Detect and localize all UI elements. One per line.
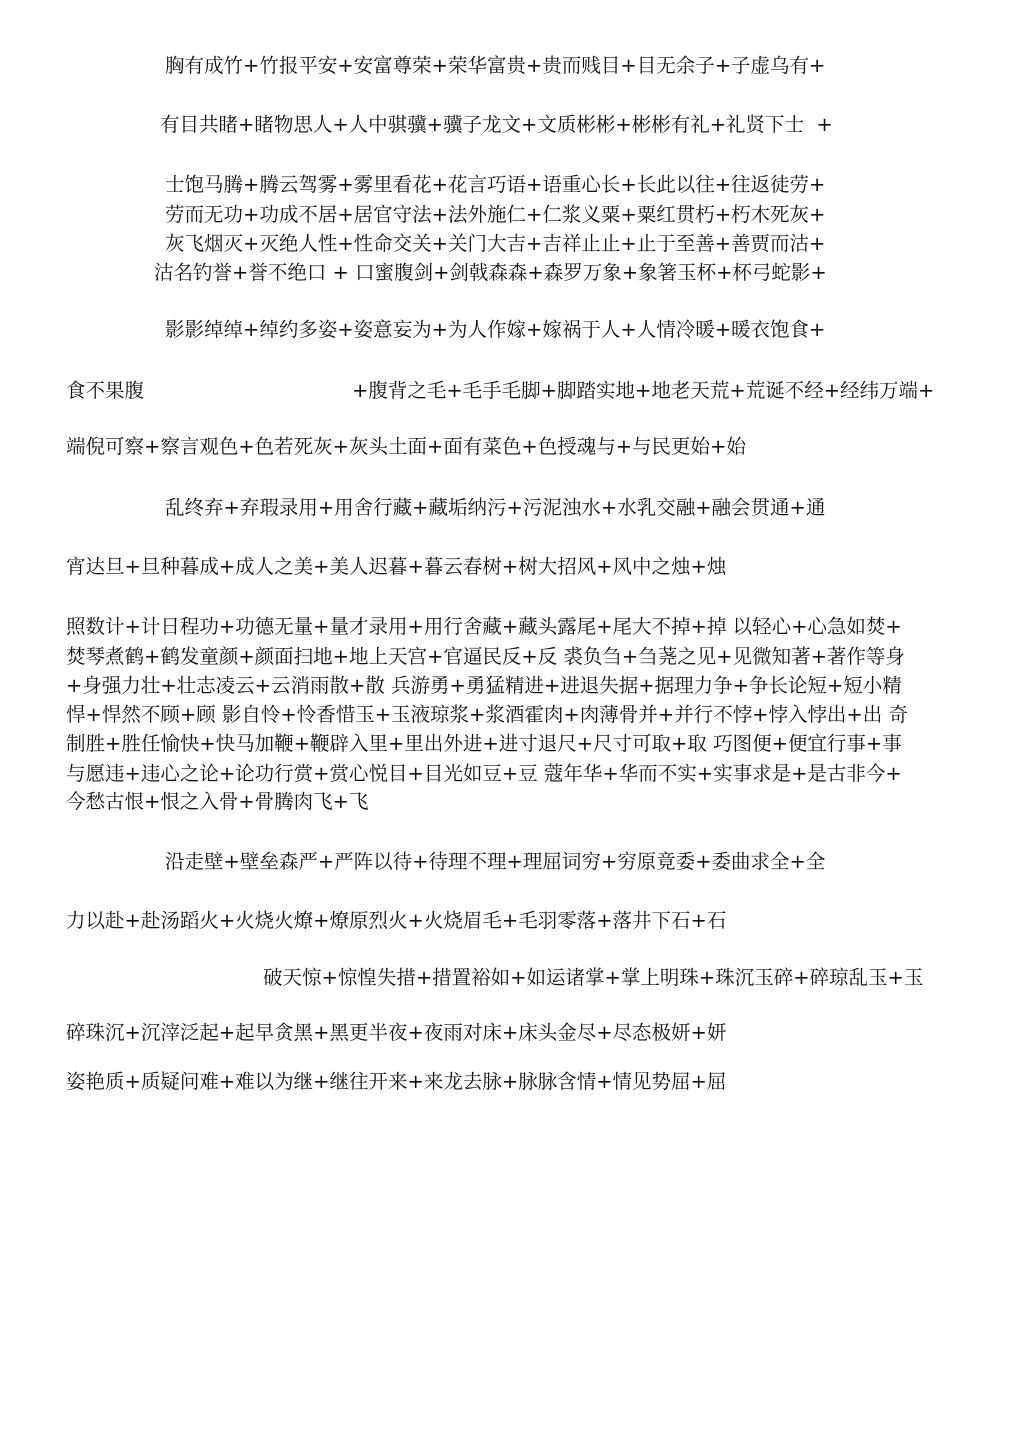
text-line: 有目共睹+睹物思人+人中骐骥+骥子龙文+文质彬彬+彬彬有礼+礼贤下士 + [160,113,833,136]
text-line: 食不果腹 [66,379,145,402]
text-line: 劳而无功+功成不居+居官守法+法外施仁+仁浆义粟+粟红贯朽+朽木死灰+ [165,203,826,226]
text-line: 沽名钓誉+誉不绝口 + 口蜜腹剑+剑戟森森+森罗万象+象箸玉杯+杯弓蛇影+ [154,261,827,284]
text-line: 灰飞烟灭+灭绝人性+性命交关+关门大吉+吉祥止止+止于至善+善贾而沽+ [165,232,826,255]
text-line: 乱终弃+弃瑕录用+用舍行藏+藏垢纳污+污泥浊水+水乳交融+融会贯通+通 [165,496,826,519]
text-line: +腹背之毛+毛手毛脚+脚踏实地+地老天荒+荒诞不经+经纬万端+ [352,379,935,402]
text-line: 悍+悍然不顾+顾 影自怜+怜香惜玉+玉液琼浆+浆酒霍肉+肉薄骨并+并行不悖+悖入悖出+出 奇 [66,703,908,726]
text-line: 力以赴+赴汤蹈火+火烧火燎+燎原烈火+火烧眉毛+毛羽零落+落井下石+石 [66,909,727,932]
text-line: 姿艳质+质疑问难+难以为继+继往开来+来龙去脉+脉脉含情+情见势屈+屈 [66,1070,727,1093]
text-line: 影影绰绰+绰约多姿+姿意妄为+为人作嫁+嫁祸于人+人情冷暖+暖衣饱食+ [165,318,826,341]
text-line: 沿走壁+壁垒森严+严阵以待+待理不理+理屈词穷+穷原竟委+委曲求全+全 [165,850,826,873]
text-line: +身强力壮+壮志凌云+云消雨散+散 兵游勇+勇猛精进+进退失据+据理力争+争长论短+短小精 [66,674,902,697]
text-line: 照数计+计日程功+功德无量+量才录用+用行舍藏+藏头露尾+尾大不掉+掉 以轻心+心急如焚+ [66,615,902,638]
text-line: 碎珠沉+沉滓泛起+起早贪黑+黑更半夜+夜雨对床+床头金尽+尽态极妍+妍 [66,1021,727,1044]
text-line: 端倪可察+察言观色+色若死灰+灰头土面+面有菜色+色授魂与+与民更始+始 [66,435,746,458]
text-line: 与愿违+违心之论+论功行赏+赏心悦目+目光如豆+豆 蔻年华+华而不实+实事求是+是古非今+ [66,762,902,785]
text-line: 胸有成竹+竹报平安+安富尊荣+荣华富贵+贵而贱目+目无余子+子虚乌有+ [165,54,826,77]
text-line: 宵达旦+旦种暮成+成人之美+美人迟暮+暮云春树+树大招风+风中之烛+烛 [66,555,727,578]
text-line: 士饱马腾+腾云驾雾+雾里看花+花言巧语+语重心长+长此以往+往返徒劳+ [165,173,826,196]
text-line: 破天惊+惊惶失措+措置裕如+如运诸掌+掌上明珠+珠沉玉碎+碎琼乱玉+玉 [263,966,924,989]
text-line: 制胜+胜任愉快+快马加鞭+鞭辟入里+里出外进+进寸退尺+尺寸可取+取 巧图便+便宜行事+事 [66,732,902,755]
text-line: 焚琴煮鹤+鹤发童颜+颜面扫地+地上天宫+官逼民反+反 裘负刍+刍荛之见+见微知著+著作等身 [66,645,905,668]
text-line: 今愁古恨+恨之入骨+骨腾肉飞+飞 [66,790,369,813]
